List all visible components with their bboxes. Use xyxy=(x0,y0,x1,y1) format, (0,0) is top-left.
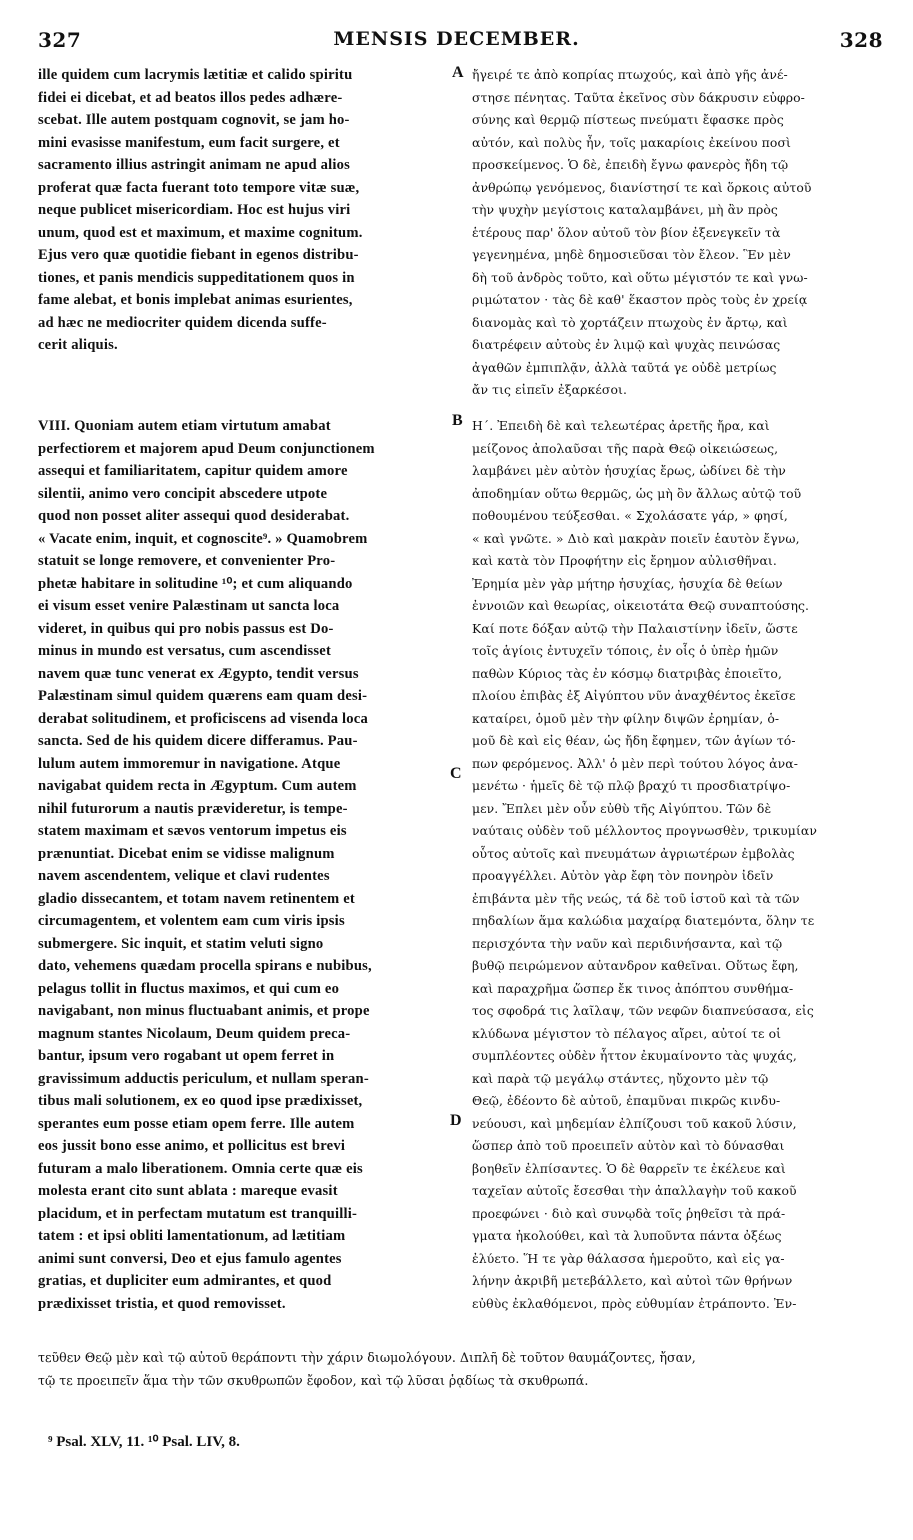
text-line: navigabat quidem recta in Ægyptum. Cum autem xyxy=(38,778,357,794)
text-line: cerit aliquis. xyxy=(38,337,118,353)
text-line: perfectiorem et majorem apud Deum conjunctionem xyxy=(38,440,375,457)
text-line: molesta erant cito sunt ablata : mareque evasit xyxy=(38,1183,338,1199)
text-line: γματα ἠκολούθει, καὶ τὰ λυποῦντα πάντα ὀξέως xyxy=(472,1228,782,1243)
text-line: phetæ habitare in solitudine ¹⁰; et cum aliquando xyxy=(38,575,353,592)
greek-column-block-1 xyxy=(472,64,880,402)
text-line: οὗτος αὐτοῖς καὶ πνευμάτων ἀγριωτέρων ἐμβολὰς xyxy=(472,845,795,861)
text-line: περισχόντα τὴν ναῦν καὶ περιδινήσαντα, καὶ τῷ xyxy=(472,935,783,951)
text-line: « Vacate enim, inquit, et cognoscite⁹. » Quamobrem xyxy=(38,530,368,547)
text-line: placidum, et in perfectam mutatum est tranquilli- xyxy=(38,1205,358,1222)
text-line: αὐτόν, καὶ πολὺς ἦν, τοῖς μακαρίοις ἐκείνου ποσὶ xyxy=(472,134,792,150)
text-line: VIII. Quoniam autem etiam virtutum amabat xyxy=(38,418,331,434)
text-line: ἐλύετο. Ἥ τε γὰρ θάλασσα ἡμεροῦτο, καὶ εἰς γα- xyxy=(472,1250,785,1266)
text-line: κλύδωνα μέγιστον τὸ πέλαγος αἴρει, αὐτοί τε οἱ xyxy=(472,1025,782,1041)
text-line: statem maximam et sævos ventorum impetus eis xyxy=(38,823,347,839)
text-line: ταχεῖαν αὐτοῖς ἔσεσθαι τὴν ἀπαλλαγὴν τοῦ κακοῦ xyxy=(472,1183,797,1198)
text-line: bantur, ipsum vero rogabant ut opem ferret in xyxy=(38,1048,335,1064)
text-line: ποθουμένου τεύξεσθαι. « Σχολάσατε γάρ, » φησί, xyxy=(472,508,788,523)
text-line: sperantes eum posse etiam opem ferre. Ille autem xyxy=(38,1115,355,1132)
text-line: proferat quæ facta fuerant toto tempore vitæ suæ, xyxy=(38,179,360,196)
text-line: fidei ei dicebat, et ad beatos illos pedes adhære- xyxy=(38,89,343,106)
text-line: λήνην ἀκριβῆ μετεβάλλετο, καὶ αὐτοὶ τῶν θρήνων xyxy=(472,1273,793,1288)
text-line: στησε πένητας. Ταῦτα ἐκεῖνος σὺν δάκρυσιν εὐφρο- xyxy=(472,89,805,105)
text-line: Ejus vero quæ quotidie fiebant in egenos distribu- xyxy=(38,247,359,263)
text-line: prædixisset tristia, et quod removisset. xyxy=(38,1295,286,1312)
text-line: Καί ποτε δόξαν αὐτῷ τὴν Παλαιστίνην ἰδεῖν, ὥστε xyxy=(472,620,798,636)
text-line: καταίρει, ὁμοῦ μὲν τὴν φίλην διψῶν ἐρημίαν, ὁ- xyxy=(472,710,780,726)
text-line: μείζονος ἀπολαῦσαι τῆς παρὰ Θεῷ οἰκειώσεως, xyxy=(472,440,779,456)
text-line: νεύουσι, καὶ μηδεμίαν ἐλπίζουσι τοῦ κακοῦ λύσιν, xyxy=(472,1115,797,1131)
text-line: Ἐρημία μὲν γὰρ μήτηρ ἡσυχίας, ἡσυχία δὲ θείων xyxy=(472,575,783,591)
text-line: minus in mundo est versatus, cum ascendisset xyxy=(38,643,332,659)
text-line: εὐθὺς ἐκλαθόμενοι, πρὸς εὐθυμίαν ἐτράποντο. Ἐν- xyxy=(472,1295,797,1311)
text-line: ad hæc ne mediocriter quidem dicenda suffe- xyxy=(38,314,327,331)
text-line: gratias, et dupliciter eum admirantes, et quod xyxy=(38,1273,332,1289)
text-line: videret, in quibus qui pro nobis passus est Do- xyxy=(38,620,334,637)
text-line: ei visum esset venire Palæstinam ut sancta loca xyxy=(38,598,340,614)
text-line: μενέτω · ἡμεῖς δὲ τῷ πλῷ βραχύ τι προσδιατρίψο- xyxy=(472,778,791,793)
text-line: ἀγαθῶν ἐμπιπλᾷν, ἀλλὰ ταῦτά γε οὐδὲ μετρίως xyxy=(472,359,777,375)
text-line: dato, vehemens quædam procella spirans e nubibus, xyxy=(38,958,372,974)
text-line: eos jussit bono esse animo, et pollicitus est brevi xyxy=(38,1138,346,1154)
text-line: ἐννοιῶν καὶ θεωρίας, οἰκειοτάτα Θεῷ συναπτούσης. xyxy=(472,598,810,613)
text-line: tatem : et ipsi obliti lamentationum, ad lætitiam xyxy=(38,1228,346,1244)
text-line: submergere. Sic inquit, et statim veluti signo xyxy=(38,935,324,952)
text-line: βυθῷ πειρώμενον αὐτανδρον καθεῖναι. Οὕτως ἔφη, xyxy=(472,958,799,973)
text-line: animi sunt conversi, Deo et ejus famulo agentes xyxy=(38,1250,342,1267)
text-line: quod non posset aliter assequi quod desiderabat. xyxy=(38,508,350,524)
text-line: μεν. Ἔπλει μὲν οὖν εὐθὺ τῆς Αἰγύπτου. Τῶν δὲ xyxy=(472,800,772,816)
text-line: βοηθεῖν ἐλπίσαντες. Ὁ δὲ θαρρεῖν τε ἐκέλευε καὶ xyxy=(472,1160,786,1176)
text-line: ἀνθρώπῳ γενόμενος, διανίστησί τε καὶ ὅρκοις αὐτοῦ xyxy=(472,179,812,195)
text-line: neque publicet misericordiam. Hoc est hujus viri xyxy=(38,202,351,218)
text-line: δὴ τοῦ ἀνδρὸς τοῦτο, καὶ οὕτω μέγιστόν τε καὶ γνω- xyxy=(472,269,808,285)
text-line: tibus mali solutionem, ex eo quod ipse prædixisset, xyxy=(38,1093,363,1109)
text-line: navigabant, non minus fluctuabant animis, et prope xyxy=(38,1003,370,1019)
text-line: ναύταις οὐδὲν τοῦ μέλλοντος προγνωσθὲν, τρικυμίαν xyxy=(472,823,818,838)
greek-full-width-lines xyxy=(38,1347,888,1392)
text-line: unum, quod est et maximum, et maxime cognitum. xyxy=(38,224,363,241)
text-line: ἐπιβάντα μὲν τῆς νεώς, τά δὲ τοῦ ἱστοῦ καὶ τὰ τῶν xyxy=(472,890,800,906)
text-line: navem ascendentem, velique et clavi rudentes xyxy=(38,868,330,884)
text-line: πλοίου ἐπιβὰς ἐξ Αἰγύπτου νῦν ἀναχθέντος ἐκεῖσε xyxy=(472,688,796,703)
text-line: προσκείμενος. Ὁ δὲ, ἐπειδὴ ἔγνω φανερὸς ἤδη τῷ xyxy=(472,157,789,172)
text-line: Η΄. Ἐπειδὴ δὲ καὶ τελεωτέρας ἀρετῆς ἤρα, καὶ xyxy=(472,418,770,433)
text-line: ille quidem cum lacrymis lætitiæ et calido spiritu xyxy=(38,67,353,83)
text-line: λαμβάνει μὲν αὐτὸν ἡσυχίας ἔρως, ὠδίνει δὲ τὴν xyxy=(472,463,786,478)
text-line: τεῦθεν Θεῷ μὲν καὶ τῷ αὐτοῦ θεράποντι τὴν χάριν διωμολόγουν. Διπλῆ δὲ τοῦτον θαυμάζοντες, ἤσαν, xyxy=(38,1350,696,1365)
page-number-left: 327 xyxy=(38,28,82,52)
section-marker-b: B xyxy=(452,412,463,429)
greek-column-block-2 xyxy=(472,415,880,1315)
text-line: tiones, et panis mendicis suppeditationem quos in xyxy=(38,269,355,286)
text-line: μοῦ δὲ καὶ εἰς θέαν, ὡς ἤδη ἔφημεν, τῶν ἁγίων τό- xyxy=(472,733,796,748)
text-line: mini evasisse manifestum, eum facit surgere, et xyxy=(38,134,340,151)
latin-column-block-2 xyxy=(38,415,458,1315)
text-line: assequi et familiaritatem, capitur quidem amore xyxy=(38,463,348,479)
text-line: προεφώνει · διὸ καὶ συνῳδὰ τοῖς ῥηθεῖσι τὰ πρά- xyxy=(472,1205,786,1221)
text-line: γεγενημένα, μηδὲ δημοσιεῦσαι τὸν ἔλεον. Ἓν μὲν xyxy=(472,247,791,262)
text-line: Θεῷ, ἐδέοντο δὲ αὐτοῦ, ἐπαμῦναι πικρῶς κινδυ- xyxy=(472,1093,781,1108)
text-line: τῷ τε προειπεῖν ἅμα τὴν τῶν σκυθρωπῶν ἔφοδον, καὶ τῷ λῦσαι ῥᾳδίως τὰ σκυθρωπά. xyxy=(38,1372,589,1388)
text-line: ἑτέρους παρ' ὅλον αὐτοῦ τὸν βίον ἐξενεγκεῖν τὰ xyxy=(472,224,781,240)
text-line: καὶ παραχρῆμα ὥσπερ ἔκ τινος ἀπόπτου συνθήμα- xyxy=(472,980,794,996)
text-line: πων φερόμενος. Ἀλλ' ὁ μὲν περὶ τούτου λόγος ἀνα- xyxy=(472,755,798,771)
text-line: derabat solitudinem, et proficiscens ad visenda loca xyxy=(38,710,368,727)
text-line: magnum stantes Nicolaum, Deum quidem preca- xyxy=(38,1025,351,1042)
text-line: τος σφοδρά τις λαῖλαψ, τῶν νεφῶν διαπνεύσασα, εἰς xyxy=(472,1003,814,1018)
text-line: scebat. Ille autem postquam cognovit, se jam ho- xyxy=(38,112,350,128)
text-line: συμπλέοντες οὐδὲν ἧττον ἐκυμαίνοντο τὰς ψυχάς, xyxy=(472,1048,797,1063)
text-line: ἄν τις εἰπεῖν ἐξαρκέσοι. xyxy=(472,382,628,397)
footnotes: ⁹ Psal. XLV, 11. ¹⁰ Psal. LIV, 8. xyxy=(48,1434,240,1450)
text-line: τοῖς ἁγίοις ἐντυχεῖν τόποις, ἐν οἷς ὁ ὑπὲρ ἡμῶν xyxy=(472,643,779,658)
text-line: παθὼν Κύριος τὰς ἐν κόσμῳ διατριβὰς ἐποιεῖτο, xyxy=(472,665,783,681)
text-line: διατρέφειν αὐτοὺς ἐν λιμῷ καὶ ψυχὰς πεινώσας xyxy=(472,337,781,352)
text-line: nihil futurorum a nautis prævideretur, is tempe- xyxy=(38,800,348,817)
text-line: prænuntiat. Dicebat enim se vidisse malignum xyxy=(38,845,335,862)
text-line: ἀποδημίαν οὕτω θερμῶς, ὡς μὴ ὂν ἄλλως αὐτῷ τοῦ xyxy=(472,485,802,501)
text-line: fame alebat, et bonis implebat animas esurientes, xyxy=(38,292,353,308)
text-line: sancta. Sed de his quidem dicere differamus. Pau- xyxy=(38,733,358,749)
text-line: sacramento illius astringit animam ne apud alios xyxy=(38,157,351,173)
text-line: « καὶ γνῶτε. » Διὸ καὶ μακρὰν ποιεῖν ἑαυτὸν ἔγνω, xyxy=(472,530,800,546)
text-line: καὶ παρὰ τῷ μεγάλῳ στάντες, ηὔχοντο μὲν τῷ xyxy=(472,1070,769,1086)
text-line: διανομὰς καὶ τὸ χορτάζειν πτωχοὺς ἐν ἄρτῳ, καὶ xyxy=(472,314,788,330)
text-line: pelagus tollit in fluctus maximos, et qui cum eo xyxy=(38,980,340,997)
text-line: lulum autem immoremur in navigatione. Atque xyxy=(38,755,341,772)
text-line: καὶ κατὰ τὸν Προφήτην εἰς ἔρημον αὐλισθῆναι. xyxy=(472,553,777,568)
section-marker-a: A xyxy=(452,64,464,81)
text-line: τὴν ψυχὴν μεγίστοις καταλαμβάνει, μὴ ἂν πρὸς xyxy=(472,202,778,217)
latin-column-block-1 xyxy=(38,64,458,357)
running-title: MENSIS DECEMBER. xyxy=(333,28,580,50)
text-line: πηδαλίων ἅμα καλώδια μαχαίρᾳ διατεμόντα, ὅλην τε xyxy=(472,913,815,928)
text-line: circumagentem, et volentem eam cum viris ipsis xyxy=(38,913,345,929)
text-line: navem quæ tunc venerat ex Ægypto, tendit versus xyxy=(38,665,359,682)
page-number-right: 328 xyxy=(839,28,883,52)
text-line: silentii, animo vero concipit abscedere utpote xyxy=(38,485,328,502)
text-line: statuit se longe removere, et convenienter Pro- xyxy=(38,553,336,569)
text-line: ριμώτατον · τὰς δὲ καθ' ἕκαστον πρὸς τοὺς ἐν χρείᾳ xyxy=(472,292,808,307)
text-line: σύνης καὶ θερμῷ πίστεως πνεύματι ἔφασκε πρὸς xyxy=(472,112,784,127)
text-line: gladio dissecantem, et totam navem retinentem et xyxy=(38,890,355,907)
text-line: ἤγειρέ τε ἀπὸ κοπρίας πτωχούς, καὶ ἀπὸ γῆς ἀνέ- xyxy=(472,67,788,82)
text-line: ὥσπερ ἀπὸ τοῦ προειπεῖν αὐτὸν καὶ τὸ δύνασθαι xyxy=(472,1138,785,1153)
section-marker-c: C xyxy=(450,765,462,782)
text-line: gravissimum adductis periculum, et nullam speran- xyxy=(38,1070,369,1087)
text-line: Palæstinam simul quidem quærens eam quam desi- xyxy=(38,688,368,704)
section-marker-d: D xyxy=(450,1112,462,1129)
text-line: futuram a malo liberationem. Omnia certe quæ eis xyxy=(38,1160,363,1177)
text-line: προαγγέλλει. Αὐτὸν γὰρ ἔφη τὸν πονηρὸν ἰδεῖν xyxy=(472,868,774,883)
